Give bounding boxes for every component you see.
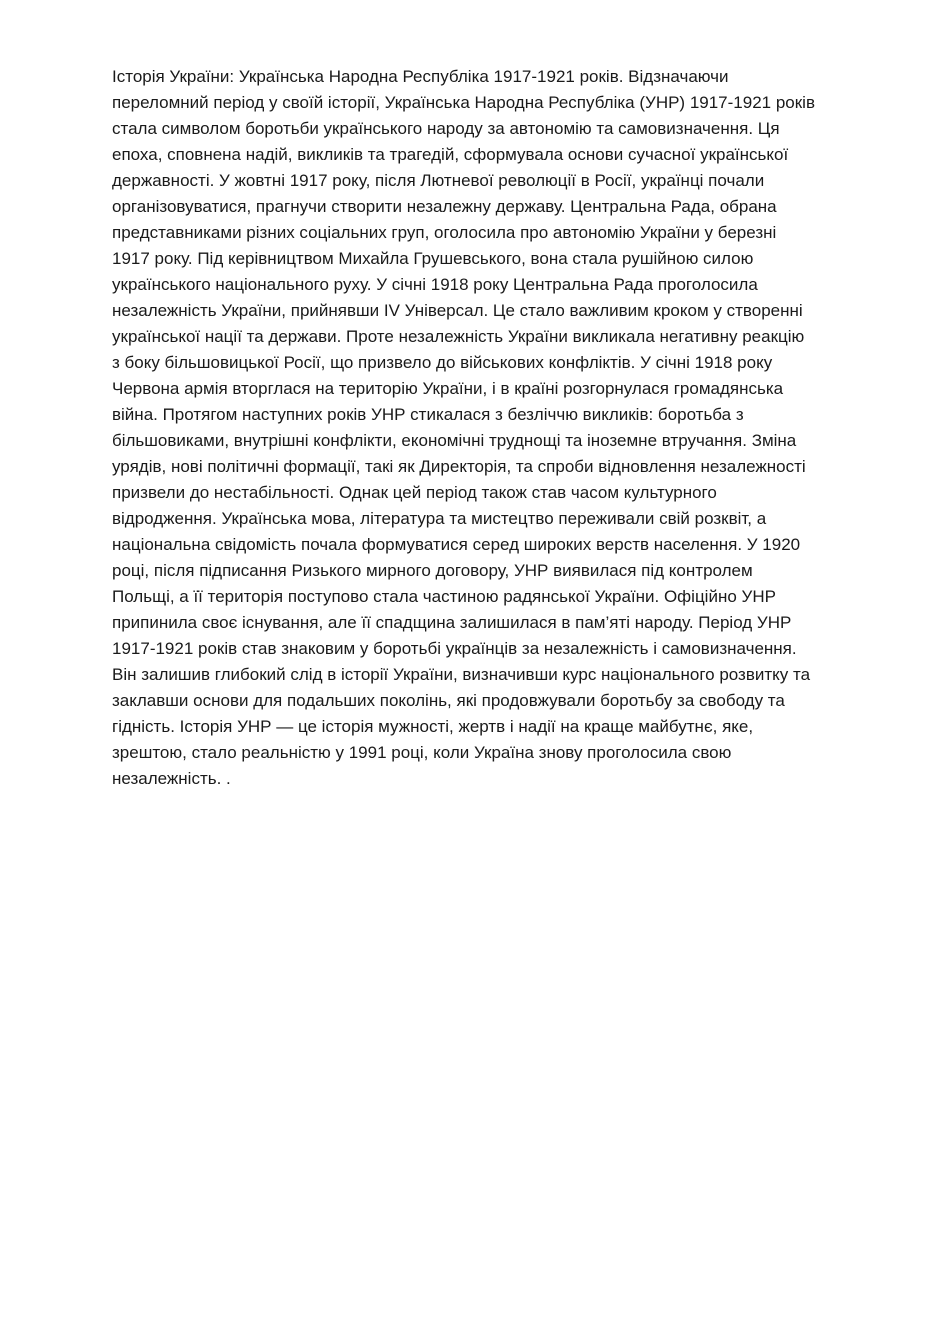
text-line: переломний період у своїй історії, Українська Народна Республіка (УНР) 1917-1921 років (112, 93, 815, 112)
text-line: припинила своє існування, але її спадщина залишилася в пам’яті народу. Період УНР (112, 613, 792, 632)
text-line: незалежність. . (112, 769, 231, 788)
text-line: 1917-1921 років став знаковим у боротьбі українців за незалежність і самовизначення. (112, 639, 797, 658)
text-line: 1917 року. Під керівництвом Михайла Грушевського, вона стала рушійною силою (112, 249, 754, 268)
text-line: призвели до нестабільності. Однак цей період також став часом культурного (112, 483, 717, 502)
text-line: стала символом боротьби українського народу за автономію та самовизначення. Ця (112, 119, 780, 138)
text-line: незалежність України, прийнявши IV Універсал. Це стало важливим кроком у створенні (112, 301, 803, 320)
text-line: української нації та держави. Проте незалежність України викликала негативну реакцію (112, 327, 805, 346)
text-line: з боку більшовицької Росії, що призвело до військових конфліктів. У січні 1918 року (112, 353, 773, 372)
text-line: Він залишив глибокий слід в історії України, визначивши курс національного розвитку та (112, 665, 811, 684)
text-line: національна свідомість почала формуватися серед широких верств населення. У 1920 (112, 535, 801, 554)
text-line: Польщі, а її територія поступово стала частиною радянської України. Офіційно УНР (112, 587, 776, 606)
text-line: організовуватися, прагнучи створити незалежну державу. Центральна Рада, обрана (112, 197, 777, 216)
text-line: заклавши основи для подальших поколінь, які продовжували боротьбу за свободу та (112, 691, 785, 710)
text-line: представниками різних соціальних груп, оголосила про автономію України у березні (112, 223, 777, 242)
text-line: урядів, нові політичні формації, такі як Директорія, та спроби відновлення незалежності (112, 457, 806, 476)
text-line: більшовиками, внутрішні конфлікти, економічні труднощі та іноземне втручання. Зміна (112, 431, 797, 450)
text-line: зрештою, стало реальністю у 1991 році, коли Україна знову проголосила свою (112, 743, 732, 762)
text-line: війна. Протягом наступних років УНР стикалася з безліччю викликів: боротьба з (112, 405, 744, 424)
text-line: відродження. Українська мова, література та мистецтво переживали свій розквіт, а (112, 509, 767, 528)
text-line: державності. У жовтні 1917 року, після Лютневої революції в Росії, українці почали (112, 171, 765, 190)
text-line: українського національного руху. У січні 1918 року Центральна Рада проголосила (112, 275, 758, 294)
text-line: гідність. Історія УНР — це історія мужності, жертв і надії на краще майбутнє, яке, (112, 717, 754, 736)
text-line: році, після підписання Ризького мирного договору, УНР виявилася під контролем (112, 561, 753, 580)
text-line: Червона армія вторглася на територію України, і в країні розгорнулася громадянська (112, 379, 784, 398)
text-line: епоха, сповнена надій, викликів та трагедій, сформувала основи сучасної української (112, 145, 789, 164)
text-line: Історія України: Українська Народна Республіка 1917-1921 років. Відзначаючи (112, 67, 729, 86)
body-paragraph (112, 64, 877, 792)
